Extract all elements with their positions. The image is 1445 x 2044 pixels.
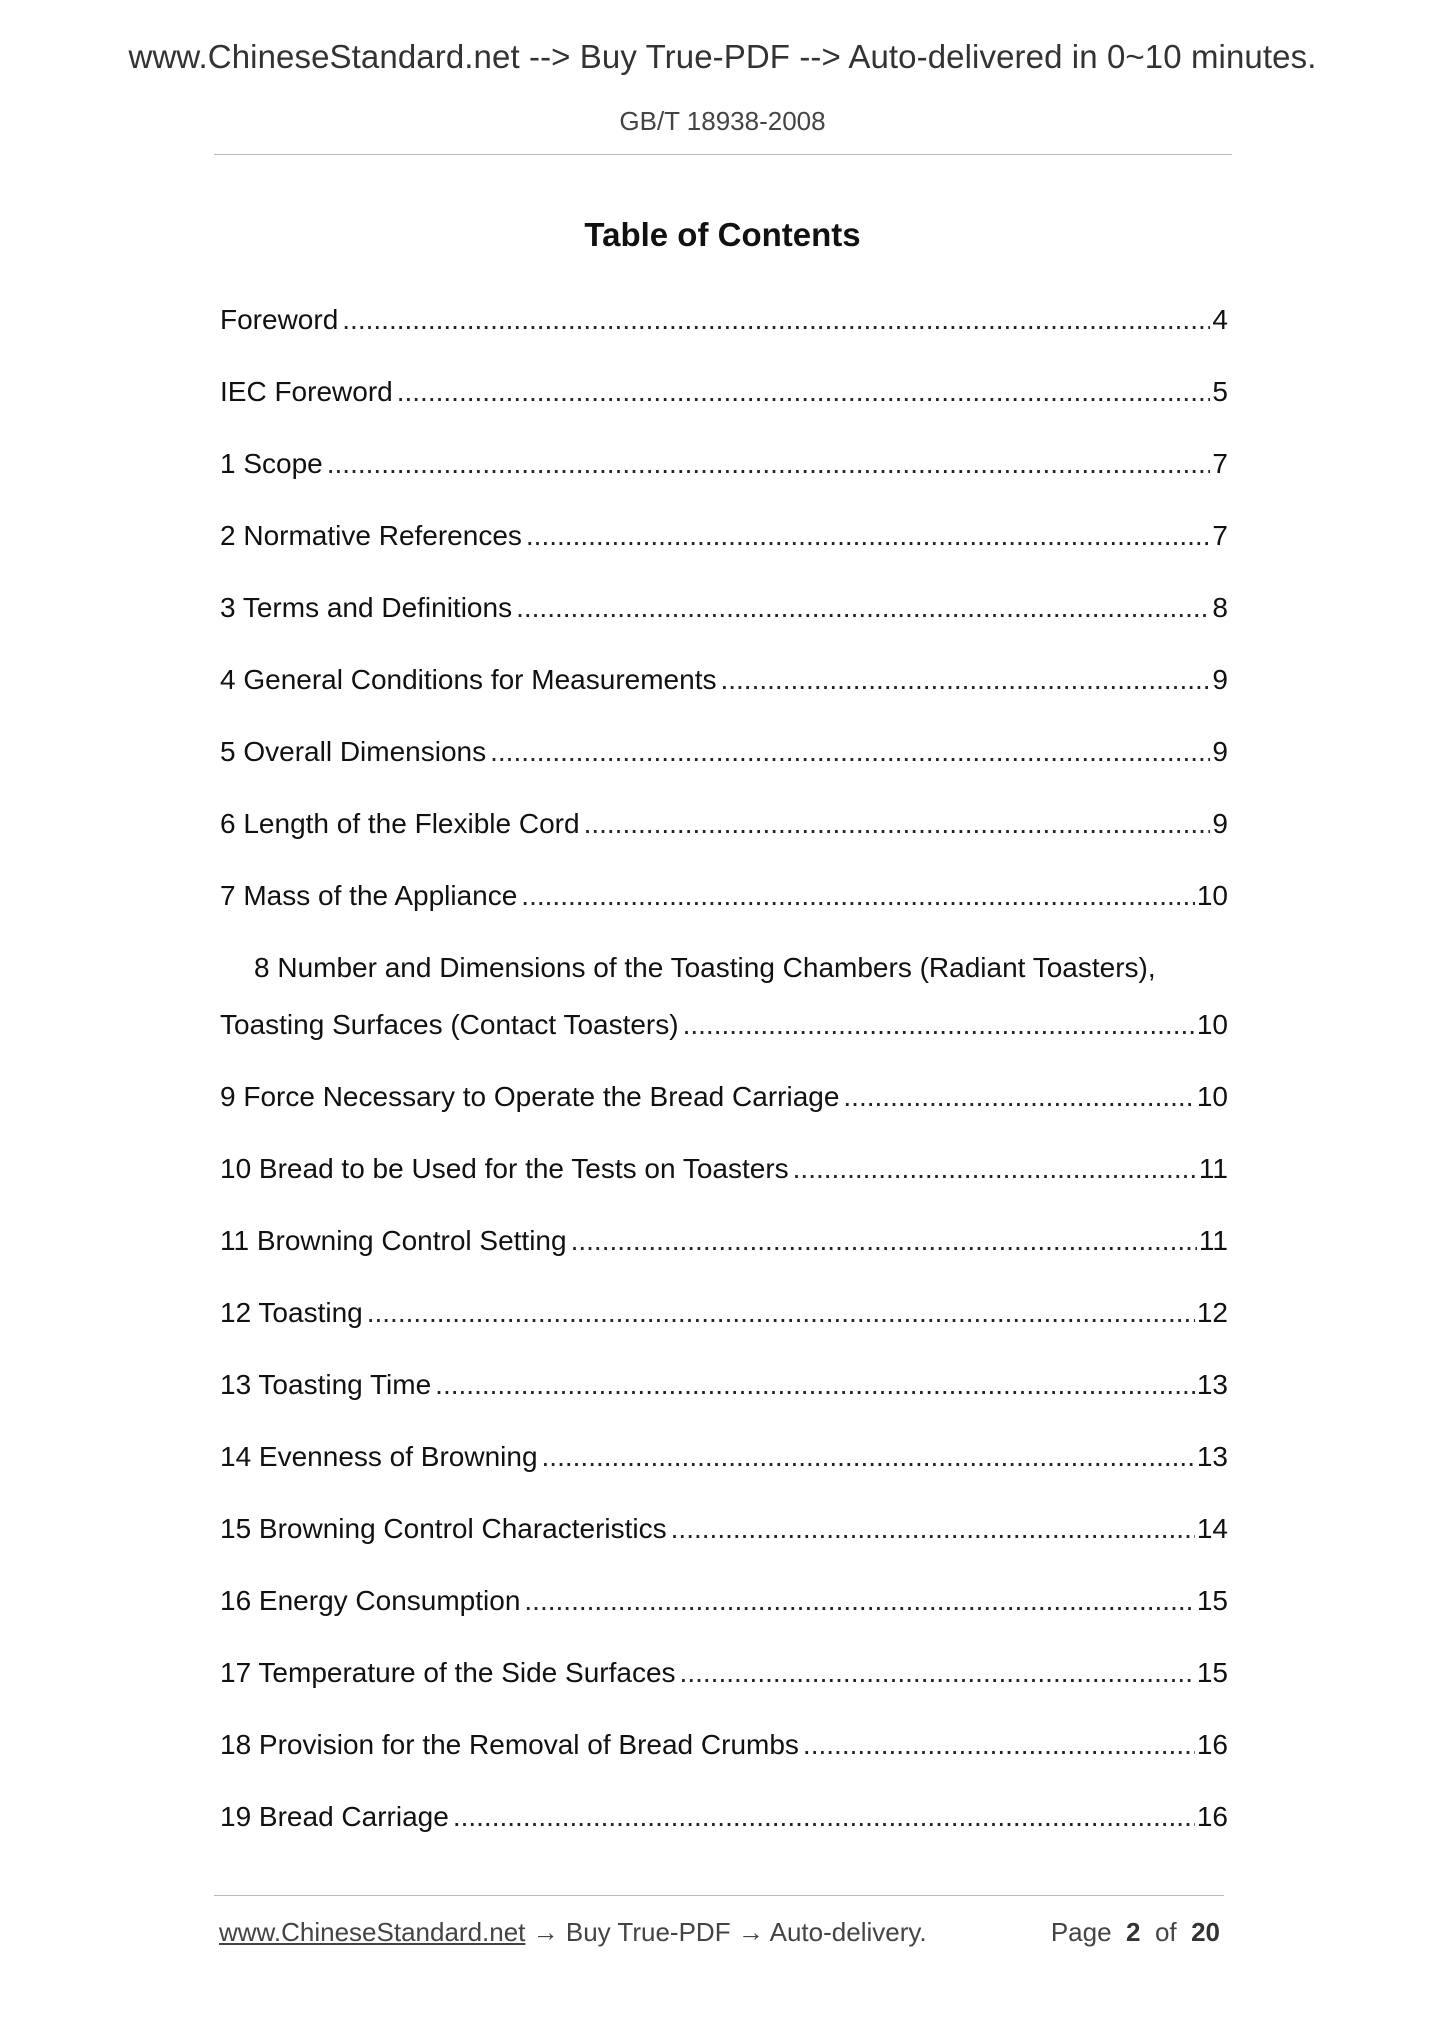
toc-entry[interactable] xyxy=(220,1725,1228,1765)
toc-entry[interactable] xyxy=(220,1365,1228,1405)
toc-entry-page: 16 xyxy=(1196,1729,1228,1760)
toc-entry-page: 7 xyxy=(1212,448,1228,479)
toc-entry-label: 15 Browning Control Characteristics xyxy=(220,1513,667,1544)
toc-entry-label: 1 Scope xyxy=(220,448,323,479)
dot-leader xyxy=(342,300,1210,340)
toc-entry-page: 10 xyxy=(1196,1081,1228,1112)
total-pages-number: 20 xyxy=(1191,1917,1220,1947)
dot-leader xyxy=(720,660,1210,700)
toc-entry-label: 11 Browning Control Setting xyxy=(220,1225,567,1256)
dot-leader xyxy=(526,516,1211,556)
dot-leader xyxy=(843,1077,1194,1117)
toc-entry-page: 16 xyxy=(1196,1801,1228,1832)
toc-entry-page: 14 xyxy=(1196,1513,1228,1544)
dot-leader xyxy=(803,1725,1195,1765)
toc-entry[interactable] xyxy=(220,1653,1228,1693)
toc-entry[interactable] xyxy=(220,1797,1228,1837)
toc-title: Table of Contents xyxy=(584,216,861,253)
toc-entry[interactable] xyxy=(220,660,1228,700)
toc-entry[interactable] xyxy=(220,300,1228,340)
dot-leader xyxy=(521,876,1195,916)
toc-entry[interactable] xyxy=(220,1077,1228,1117)
table-of-contents xyxy=(220,0,1228,2044)
page-footer xyxy=(219,1912,1224,1952)
toc-entry-page: 9 xyxy=(1212,808,1228,839)
dot-leader xyxy=(516,588,1210,628)
dot-leader xyxy=(671,1509,1195,1549)
dot-leader xyxy=(683,1005,1195,1045)
toc-entry[interactable] xyxy=(220,1581,1228,1621)
dot-leader xyxy=(571,1221,1197,1261)
site-banner: www.ChineseStandard.net --> Buy True-PDF --> Auto-delivered in 0~10 minutes. xyxy=(128,38,1317,75)
footer-divider xyxy=(214,1895,1224,1896)
toc-entry-page: 15 xyxy=(1196,1657,1228,1688)
toc-entry-label: 5 Overall Dimensions xyxy=(220,736,487,767)
current-page-number: 2 xyxy=(1126,1917,1141,1947)
dot-leader xyxy=(793,1149,1197,1189)
dot-leader xyxy=(435,1365,1195,1405)
toc-entry-page: 4 xyxy=(1212,304,1228,335)
page-word: Page xyxy=(1050,1917,1112,1947)
toc-entry[interactable] xyxy=(220,1221,1228,1261)
toc-entry-label: 16 Energy Consumption xyxy=(220,1585,521,1616)
toc-entry[interactable] xyxy=(220,804,1228,844)
footer-delivery-text: Auto-delivery. xyxy=(769,1917,927,1947)
toc-entry-label: 19 Bread Carriage xyxy=(220,1801,449,1832)
toc-entry-label: 3 Terms and Definitions xyxy=(220,592,513,623)
arrow-right-icon: → xyxy=(737,1917,764,1947)
toc-entry-page: 10 xyxy=(1196,880,1228,911)
dot-leader xyxy=(584,804,1211,844)
toc-entry-label: IEC Foreword xyxy=(220,376,393,407)
toc-entry-page: 7 xyxy=(1212,520,1228,551)
toc-entry-label-first-line[interactable]: 8 Number and Dimensions of the Toasting Chambers (Radiant Toasters), xyxy=(254,952,1156,983)
toc-entry[interactable] xyxy=(220,1149,1228,1189)
document-code: GB/T 18938-2008 xyxy=(619,106,826,136)
page-indicator xyxy=(1051,1912,1220,1952)
footer-site-link[interactable]: www.ChineseStandard.net xyxy=(219,1917,526,1947)
toc-entry-page: 13 xyxy=(1196,1369,1228,1400)
dot-leader xyxy=(453,1797,1195,1837)
of-word: of xyxy=(1154,1917,1177,1947)
dot-leader xyxy=(524,1581,1194,1621)
dot-leader xyxy=(542,1437,1195,1477)
toc-entry-label: 9 Force Necessary to Operate the Bread Carriage xyxy=(220,1081,840,1112)
toc-entry-page: 11 xyxy=(1198,1225,1228,1256)
toc-entry[interactable] xyxy=(220,372,1228,412)
toc-entry[interactable] xyxy=(220,516,1228,556)
toc-entry-label: Foreword xyxy=(220,304,339,335)
toc-entry-page: 11 xyxy=(1198,1153,1228,1184)
toc-entry-label: 14 Evenness of Browning xyxy=(220,1441,538,1472)
toc-entry-page: 12 xyxy=(1196,1297,1228,1328)
toc-entry[interactable] xyxy=(220,1293,1228,1333)
toc-entry-label: 6 Length of the Flexible Cord xyxy=(220,808,580,839)
toc-entry-page: 9 xyxy=(1212,736,1228,767)
toc-entry[interactable] xyxy=(220,1005,1228,1045)
toc-entry-label: 7 Mass of the Appliance xyxy=(220,880,518,911)
toc-entry-label: 13 Toasting Time xyxy=(220,1369,432,1400)
footer-promo xyxy=(219,1912,927,1952)
toc-entry-label: 18 Provision for the Removal of Bread Crumbs xyxy=(220,1729,799,1760)
toc-entry-page: 5 xyxy=(1212,376,1228,407)
toc-entry-label: 10 Bread to be Used for the Tests on Toasters xyxy=(220,1153,789,1184)
toc-entry-page: 8 xyxy=(1212,592,1228,623)
dot-leader xyxy=(327,444,1211,484)
dot-leader xyxy=(367,1293,1195,1333)
toc-entry[interactable] xyxy=(220,732,1228,772)
toc-entry-page: 9 xyxy=(1212,664,1228,695)
toc-entry-page: 15 xyxy=(1196,1585,1228,1616)
toc-entry[interactable] xyxy=(220,588,1228,628)
dot-leader xyxy=(490,732,1210,772)
arrow-right-icon: → xyxy=(532,1917,559,1947)
toc-entry-page: 13 xyxy=(1196,1441,1228,1472)
footer-buy-text: Buy True-PDF xyxy=(565,1917,731,1947)
toc-entry-label: 2 Normative References xyxy=(220,520,522,551)
toc-entry-label: Toasting Surfaces (Contact Toasters) xyxy=(220,1009,679,1040)
toc-entry-label: 17 Temperature of the Side Surfaces xyxy=(220,1657,676,1688)
toc-entry[interactable] xyxy=(220,444,1228,484)
toc-entry-label: 4 General Conditions for Measurements xyxy=(220,664,717,695)
toc-entry[interactable] xyxy=(220,1509,1228,1549)
toc-entry-page: 10 xyxy=(1196,1009,1228,1040)
toc-entry[interactable] xyxy=(220,876,1228,916)
toc-entry-label: 12 Toasting xyxy=(220,1297,363,1328)
dot-leader xyxy=(397,372,1211,412)
dot-leader xyxy=(680,1653,1195,1693)
toc-entry[interactable] xyxy=(220,1437,1228,1477)
